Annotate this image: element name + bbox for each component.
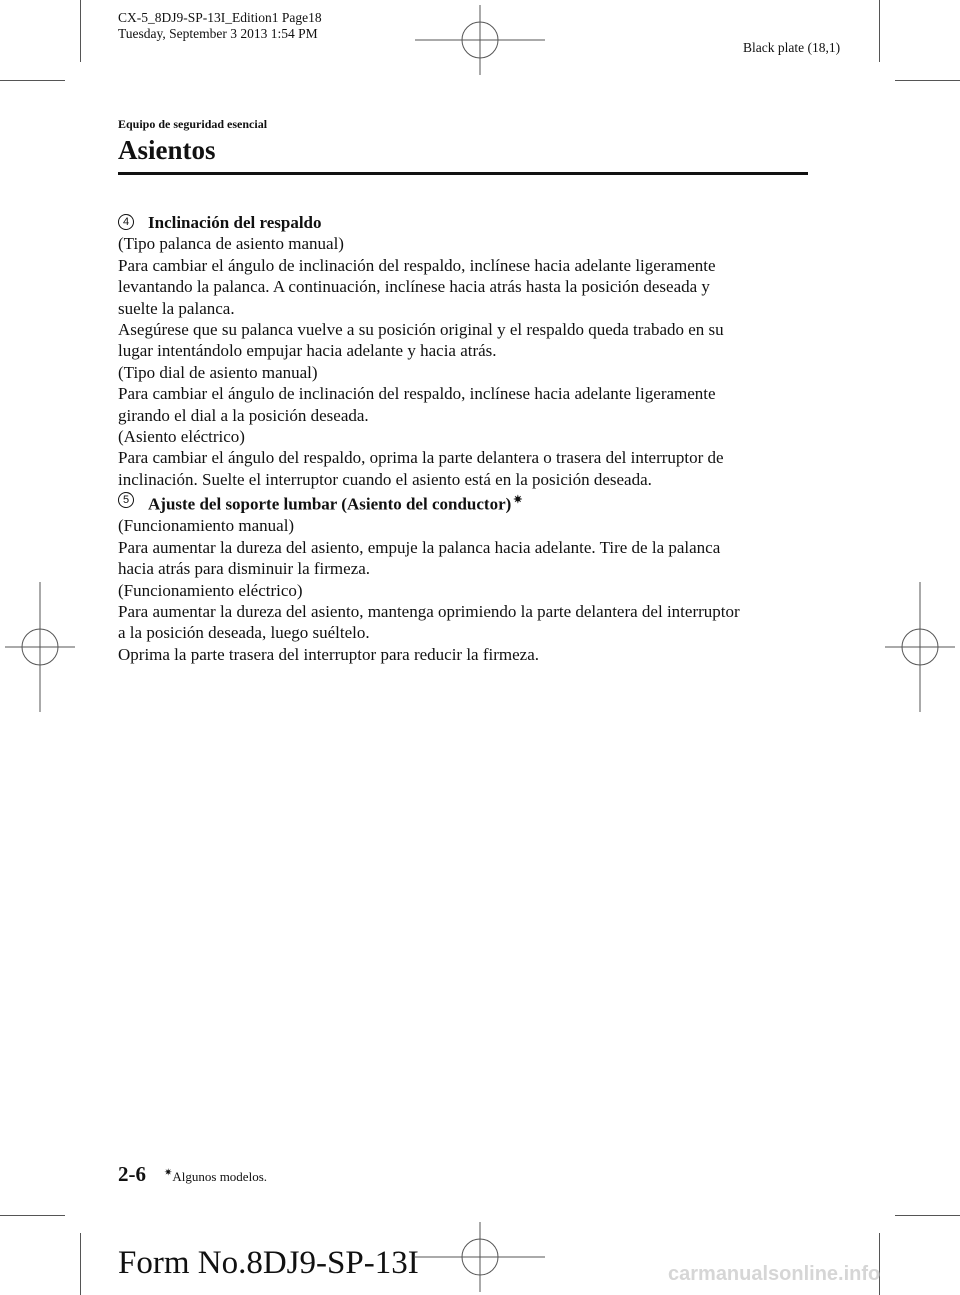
paragraph-line: Para aumentar la dureza del asiento, empuje la palanca hacia adelante. Tire de la palanca	[118, 537, 721, 557]
item-heading-text: Inclinación del respaldo	[148, 213, 322, 232]
paragraph-line: (Tipo dial de asiento manual)	[118, 362, 318, 382]
paragraph-line: hacia atrás para disminuir la firmeza.	[118, 559, 371, 579]
paragraph-line: (Tipo palanca de asiento manual)	[118, 234, 344, 254]
paragraph-line: Para cambiar el ángulo de inclinación del respaldo, inclínese hacia adelante ligeramente	[118, 384, 716, 404]
item-lumbar-support	[118, 490, 818, 665]
paragraph-line: lugar intentándolo empujar hacia adelante y hacia atrás.	[118, 341, 497, 361]
asterisk-icon: ✷	[513, 494, 523, 507]
paragraph-line: Asegúrese que su palanca vuelve a su posición original y el respaldo queda trabado en su	[118, 320, 724, 340]
print-job-timestamp: Tuesday, September 3 2013 1:54 PM	[118, 26, 318, 41]
paragraph-line: (Asiento eléctrico)	[118, 427, 245, 447]
print-job-filename: CX-5_8DJ9-SP-13I_Edition1 Page18	[118, 10, 322, 25]
page-title: Asientos	[118, 135, 216, 165]
item-heading	[118, 212, 818, 233]
paragraph-line: levantando la palanca. A continuación, inclínese hacia atrás hasta la posición deseada y	[118, 277, 710, 297]
page-footer	[118, 1162, 267, 1187]
circled-number-icon: 5	[118, 492, 134, 508]
asterisk-icon: ✷	[164, 1167, 173, 1179]
item-heading-text: Ajuste del soporte lumbar (Asiento del conductor)	[148, 494, 512, 514]
paragraph-line: suelte la palanca.	[118, 298, 235, 318]
footnote	[164, 1169, 267, 1184]
item-backrest-recline	[118, 212, 818, 490]
title-rule	[118, 172, 808, 175]
paragraph-line: Para aumentar la dureza del asiento, mantenga oprimiendo la parte delantera del interruptor	[118, 601, 740, 621]
circled-number-icon: 4	[118, 214, 134, 230]
paragraph-line: Oprima la parte trasera del interruptor para reducir la firmeza.	[118, 644, 539, 664]
paragraph-line: (Funcionamiento manual)	[118, 516, 295, 536]
paragraph-line: (Funcionamiento eléctrico)	[118, 580, 303, 600]
watermark: carmanualsonline.info	[668, 1263, 881, 1285]
plate-label: Black plate (18,1)	[743, 40, 841, 55]
paragraph-line: Para cambiar el ángulo de inclinación del respaldo, inclínese hacia adelante ligeramente	[118, 255, 716, 275]
section-label: Equipo de seguridad esencial	[118, 117, 268, 131]
paragraph-line: a la posición deseada, luego suéltelo.	[118, 623, 370, 643]
form-number: Form No.8DJ9-SP-13I	[118, 1245, 419, 1281]
paragraph-line: girando el dial a la posición deseada.	[118, 405, 369, 425]
paragraph-line: inclinación. Suelte el interruptor cuando el asiento está en la posición deseada.	[118, 469, 652, 489]
page-number: 2-6	[118, 1162, 146, 1186]
item-heading	[118, 490, 818, 515]
paragraph-line: Para cambiar el ángulo del respaldo, oprima la parte delantera o trasera del interruptor de	[118, 448, 724, 468]
body-content	[118, 212, 818, 665]
footnote-text: Algunos modelos.	[172, 1169, 268, 1184]
